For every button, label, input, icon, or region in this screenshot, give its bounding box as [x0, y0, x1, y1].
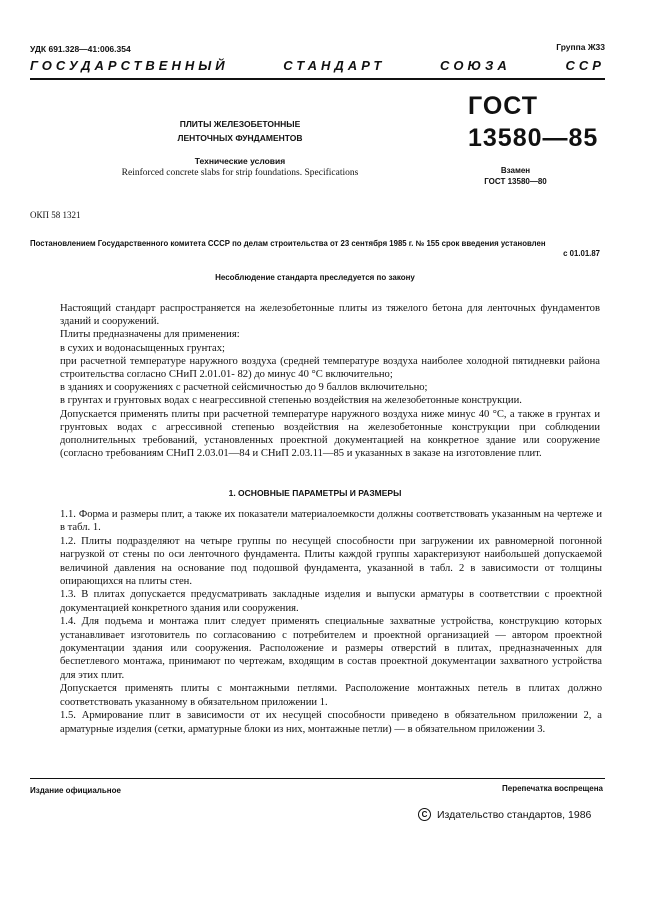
okp-code: ОКП 58 1321: [30, 210, 81, 220]
gost-designation: [468, 92, 618, 186]
copyright-icon: С: [418, 808, 431, 821]
standard-word-3: СОЮЗА: [440, 58, 511, 73]
reprint-prohibited: Перепечатка воспрещена: [502, 784, 603, 793]
section-paragraph: 1.4. Для подъема и монтажа плит следует применять специальные захватные устройства, конструкцию которых устанавливает изготовитель по согласованию с потребителем и проектной организацией — автором проектной документации здания или сооружения. Расположение и размеры отверстий в плитах, предназначенных для беспетлевого монтажа, принимают по чертежам, входящим в состав проектной документации захватного устройства для этих плит.: [60, 616, 602, 681]
publisher-name: Издательство стандартов, 1986: [437, 808, 592, 821]
section-paragraph: 1.3. В плитах допускается предусматривать закладные изделия и выпуски арматуры в соответствии с проектной документацией конкретного здания или сооружения.: [60, 589, 602, 614]
section-paragraph: Допускается применять плиты с монтажными петлями. Расположение монтажных петель в плитах должно соответствовать указанному в обязательном приложении 1.: [60, 683, 602, 708]
intro-paragraph: Допускается применять плиты при расчетной температуре наружного воздуха ниже минус 40 °С, а также в грунтах и грунтовых водах с агрессивной степенью воздействия на железобетонные конструкции при соблюдении дополнительных требований, установленных проектной документацией на конкретное здание или сооружение (согласно требованиям СНиП 2.03.01—84 и СНиП 2.03.11—85 и указанных в заказе на изготовление плит.: [60, 408, 600, 460]
intro-paragraph: в грунтах и грунтовых водах с неагрессивной степенью воздействия на железобетонные конструкции.: [60, 395, 522, 407]
nonobservance-note: Несоблюдение стандарта преследуется по закону: [215, 273, 415, 282]
intro-paragraph: в зданиях и сооружениях с расчетной сейсмичностью до 9 баллов включительно;: [60, 382, 428, 394]
publisher: [418, 808, 591, 821]
header-rule: [30, 78, 605, 80]
gost-label: ГОСТ: [468, 92, 538, 120]
gost-number: 13580—85: [468, 124, 599, 152]
title-conditions: Технические условия: [194, 156, 286, 166]
standard-word-2: СТАНДАРТ: [283, 58, 386, 73]
section-heading: 1. ОСНОВНЫЕ ПАРАМЕТРЫ И РАЗМЕРЫ: [228, 488, 402, 498]
intro-paragraph: Плиты предназначены для применения:: [60, 329, 240, 341]
title-ru-line2: ЛЕНТОЧНЫХ ФУНДАМЕНТОВ: [177, 133, 303, 143]
intro-paragraph: Настоящий стандарт распространяется на железобетонные плиты из тяжелого бетона для ленточных фундаментов зданий и сооружений.: [60, 303, 600, 328]
section-text: [60, 508, 602, 736]
section-paragraph: 1.1. Форма и размеры плит, а также их показатели материалоемкости должны соответствовать указанным на чертеже и в табл. 1.: [60, 509, 602, 534]
replaces-gost: ГОСТ 13580—80: [484, 177, 547, 186]
group-code: Группа Ж33: [556, 42, 605, 52]
decree-date: с 01.01.87: [563, 249, 600, 258]
document-title: [80, 118, 400, 178]
intro-paragraph: при расчетной температуре наружного воздуха (средней температуре воздуха наиболее холодной пятидневки района строительства согласно СНиП 2.01.01- 82) до минус 40 °С включительно;: [60, 355, 600, 381]
title-ru-line1: ПЛИТЫ ЖЕЛЕЗОБЕТОННЫЕ: [179, 119, 301, 129]
udk-code: УДК 691.328—41:006.354: [30, 44, 131, 54]
official-edition: Издание официальное: [30, 786, 121, 795]
intro-text: [60, 302, 600, 460]
replaces-label: Взамен: [500, 166, 531, 175]
standard-word-1: ГОСУДАРСТВЕННЫЙ: [30, 58, 229, 73]
section-paragraph: 1.5. Армирование плит в зависимости от их несущей способности приведено в обязательном приложении 2, а арматурные изделия (сетки, арматурные блоки из них, монтажные петли) — в обязательном приложении 3.: [60, 710, 602, 735]
footer-rule: [30, 778, 605, 779]
section-paragraph: 1.2. Плиты подразделяют на четыре группы по несущей способности при загружении их равномерной погонной нагрузкой от стены по оси ленточного фундамента. Плиты каждой группы характеризуют наибольшей допускаемой величиной давления на основание под подошвой фундамента, указанной в табл. 2 в зависимости от толщины опирающихся на плиты стен.: [60, 535, 602, 588]
intro-paragraph: в сухих и водонасыщенных грунтах;: [60, 342, 225, 354]
title-english: Reinforced concrete slabs for strip foundations. Specifications: [121, 168, 359, 178]
decree-text: Постановлением Государственного комитета СССР по делам строительства от 23 сентября 1985 г. № 155 срок введения установлен: [30, 239, 546, 248]
standard-word-4: ССР: [565, 58, 605, 73]
standard-title: [30, 58, 605, 73]
